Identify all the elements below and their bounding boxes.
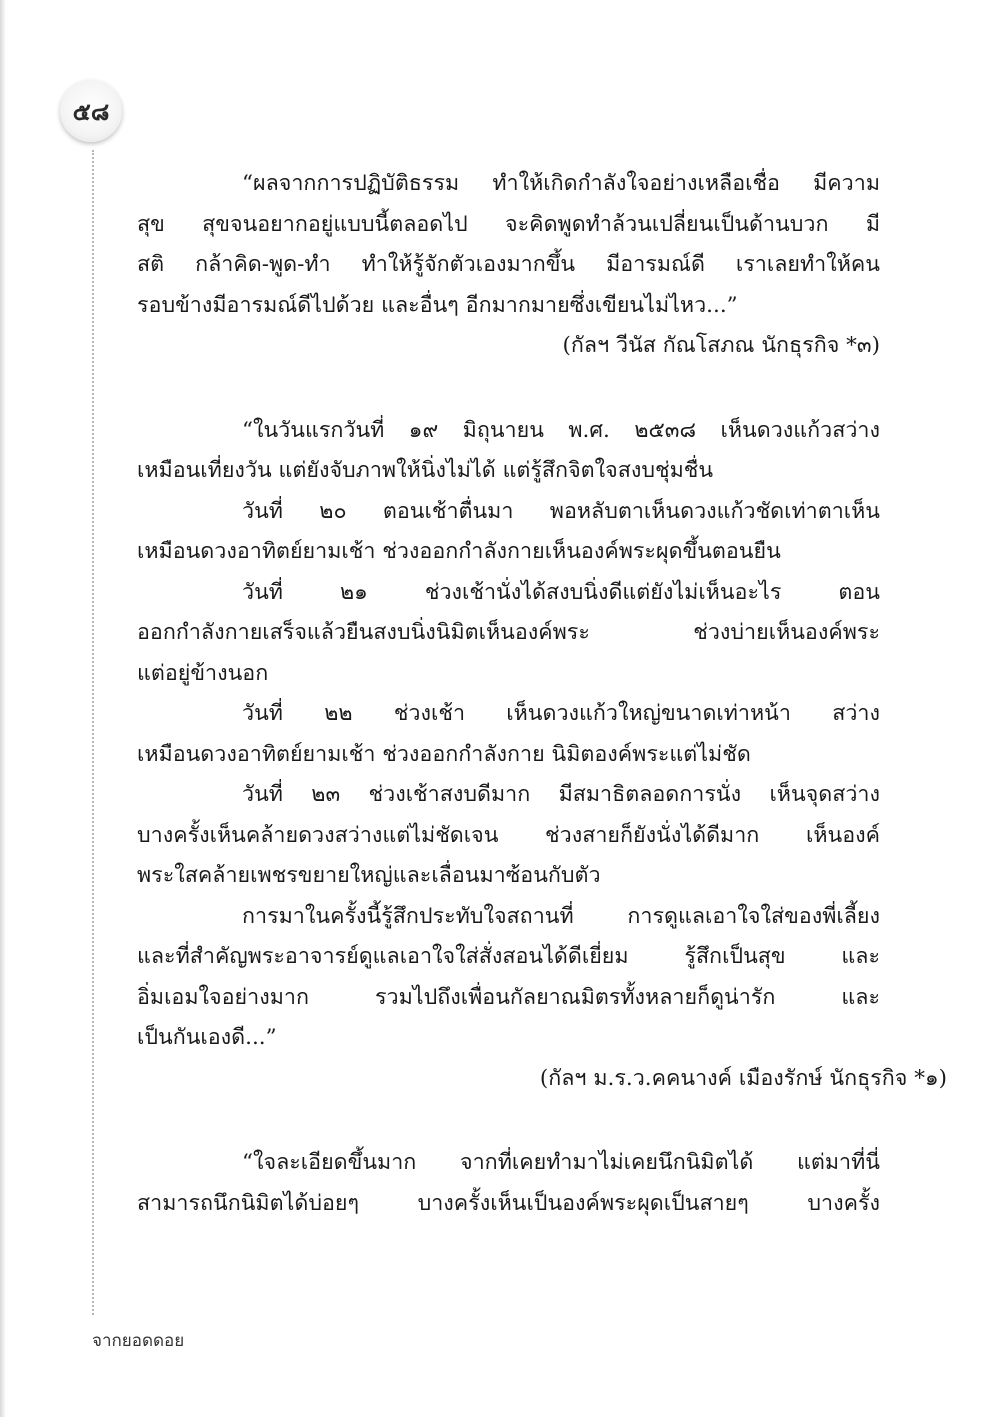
text-line: วันที่ ๒๓ ช่วงเช้าสงบดีมาก มีสมาธิตลอดการนั่ง เห็นจุดสว่าง (242, 782, 880, 807)
text-line: การมาในครั้งนี้รู้สึกประทับใจสถานที่ การดูแลเอาใจใส่ของพี่เลี้ยง (242, 903, 880, 929)
text-line: “ผลจากการปฏิบัติธรรม ทำให้เกิดกำลังใจอย่างเหลือเชื่อ มีความ (242, 171, 880, 196)
text-line: พระใสคล้ายเพชรขยายใหญ่และเลื่อนมาซ้อนกับตัว (137, 863, 601, 888)
testimonial-3-paragraph (137, 1143, 880, 1224)
testimonial-2-paragraph (137, 411, 880, 492)
testimonial-2-paragraph (137, 897, 880, 1059)
text-line: เหมือนดวงอาทิตย์ยามเช้า ช่วงออกกำลังกาย นิมิตองค์พระแต่ไม่ชัด (137, 741, 751, 767)
page-number-badge (60, 80, 122, 142)
text-line: วันที่ ๒๐ ตอนเช้าตื่นมา พอหลับตาเห็นดวงแก้วชัดเท่าตาเห็น (242, 498, 880, 524)
testimonial-2-paragraph (137, 492, 880, 573)
text-line: แต่อยู่ข้างนอก (137, 660, 269, 686)
testimonial-2-paragraph (137, 573, 880, 695)
dotted-margin-rule (92, 150, 94, 1315)
page-body (137, 164, 947, 1224)
testimonial-3 (137, 1143, 880, 1224)
testimonial-1 (137, 164, 880, 367)
testimonial-1-attribution: (กัลฯ วีนัส กัณโสภณ นักธุรกิจ *๓) (562, 333, 880, 358)
page-number: ๕๘ (72, 96, 110, 126)
page-edge (0, 0, 6, 1417)
text-line: สามารถนึกนิมิตได้บ่อยๆ บางครั้งเห็นเป็นองค์พระผุดเป็นสายๆ บางครั้ง (137, 1190, 880, 1216)
text-line: เหมือนเที่ยงวัน แต่ยังจับภาพให้นิ่งไม่ได้ แต่รู้สึกจิตใจสงบชุ่มชื่น (137, 458, 714, 483)
text-line: สติ กล้าคิด-พูด-ทำ ทำให้รู้จักตัวเองมากขึ้น มีอารมณ์ดี เราเลยทำให้คน (137, 252, 880, 277)
text-line: วันที่ ๒๒ ช่วงเช้า เห็นดวงแก้วใหญ่ขนาดเท่าหน้า สว่าง (242, 701, 880, 726)
testimonial-2-attribution: (กัลฯ ม.ร.ว.คคนางค์ เมืองรักษ์ นักธุรกิจ *๑) (539, 1065, 947, 1091)
text-line: รอบข้างมีอารมณ์ดีไปด้วย และอื่นๆ อีกมากมายซึ่งเขียนไม่ไหว...” (137, 292, 738, 318)
testimonial-2-paragraph (137, 694, 880, 775)
footer-book-title: จากยอดดอย (92, 1331, 185, 1351)
text-line: “ในวันแรกวันที่ ๑๙ มิถุนายน พ.ศ. ๒๕๓๘ เห็นดวงแก้วสว่าง (242, 417, 880, 443)
testimonial-1-paragraph (137, 164, 880, 326)
text-line: บางครั้งเห็นคล้ายดวงสว่างแต่ไม่ชัดเจน ช่วงสายก็ยังนั่งได้ดีมาก เห็นองค์ (137, 822, 880, 848)
text-line: “ใจละเอียดขึ้นมาก จากที่เคยทำมาไม่เคยนึกนิมิตได้ แต่มาที่นี่ (242, 1150, 880, 1175)
text-line: สุข สุขจนอยากอยู่แบบนี้ตลอดไป จะคิดพูดทำล้วนเปลี่ยนเป็นด้านบวก มี (137, 211, 880, 237)
testimonial-2-paragraph (137, 775, 880, 897)
text-line: เป็นกันเองดี...” (137, 1025, 277, 1050)
text-line: วันที่ ๒๑ ช่วงเช้านั่งได้สงบนิ่งดีแต่ยังไม่เห็นอะไร ตอน (242, 579, 880, 605)
text-line: เหมือนดวงอาทิตย์ยามเช้า ช่วงออกกำลังกายเห็นองค์พระผุดขึ้นตอนยืน (137, 539, 781, 564)
text-line: และที่สำคัญพระอาจารย์ดูแลเอาใจใส่สั่งสอนได้ดีเยี่ยม รู้สึกเป็นสุข และ (137, 944, 880, 969)
text-line: อิ่มเอมใจอย่างมาก รวมไปถึงเพื่อนกัลยาณมิตรทั้งหลายก็ดูน่ารัก และ (137, 984, 880, 1010)
testimonial-2 (137, 411, 947, 1100)
text-line: ออกกำลังกายเสร็จแล้วยืนสงบนิ่งนิมิตเห็นองค์พระ ช่วงบ่ายเห็นองค์พระ (137, 620, 880, 645)
